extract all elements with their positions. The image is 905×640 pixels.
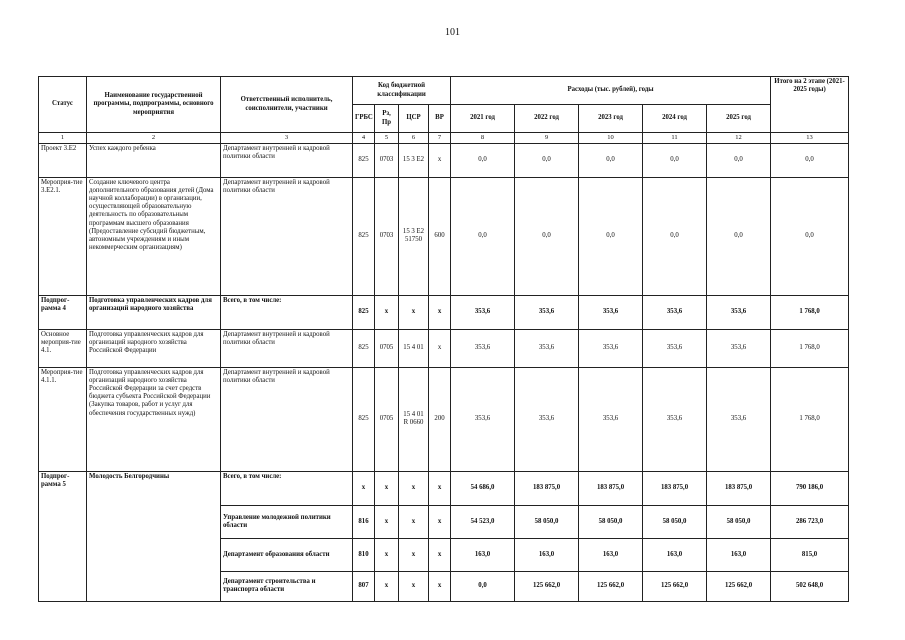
rzpr-cell: х bbox=[375, 295, 399, 329]
page-number: 101 bbox=[445, 27, 460, 38]
column-number: 2 bbox=[87, 133, 221, 144]
status-cell: Мероприя-тие 4.1.1. bbox=[39, 367, 87, 471]
executor-cell: Департамент внутренней и кадровой политики области bbox=[221, 143, 353, 177]
value-2021-cell: 0,0 bbox=[451, 177, 515, 295]
grbs-cell: 825 bbox=[353, 177, 375, 295]
csr-cell: х bbox=[399, 505, 429, 538]
csr-cell: х bbox=[399, 538, 429, 571]
rzpr-cell: 0705 bbox=[375, 329, 399, 367]
value-2024-cell: 353,6 bbox=[643, 295, 707, 329]
header-status: Статус bbox=[39, 77, 87, 133]
table-row bbox=[39, 367, 849, 471]
grbs-cell: 807 bbox=[353, 571, 375, 601]
value-2021-cell: 163,0 bbox=[451, 538, 515, 571]
column-number: 8 bbox=[451, 133, 515, 144]
csr-cell: 15 3 Е2 bbox=[399, 143, 429, 177]
value-2022-cell: 163,0 bbox=[515, 538, 579, 571]
vr-cell: 200 bbox=[429, 367, 451, 471]
value-2023-cell: 0,0 bbox=[579, 143, 643, 177]
value-2023-cell: 163,0 bbox=[579, 538, 643, 571]
value-2025-cell: 0,0 bbox=[707, 177, 771, 295]
header-executor: Ответственный исполнитель, соисполнители, участники bbox=[221, 77, 353, 133]
value-2021-cell: 0,0 bbox=[451, 571, 515, 601]
status-cell: Подпрог-рамма 5 bbox=[39, 471, 87, 601]
value-2024-cell: 125 662,0 bbox=[643, 571, 707, 601]
column-number: 13 bbox=[771, 133, 849, 144]
header-2023: 2023 год bbox=[579, 105, 643, 133]
value-2022-cell: 353,6 bbox=[515, 295, 579, 329]
header-expenses: Расходы (тыс. рублей), годы bbox=[451, 77, 771, 105]
header-name: Наименование государственной программы, подпрограммы, основного мероприятия bbox=[87, 77, 221, 133]
value-2022-cell: 0,0 bbox=[515, 177, 579, 295]
vr-cell: х bbox=[429, 538, 451, 571]
name-cell: Подготовка управленческих кадров для организаций народного хозяйства Российской Федерации bbox=[87, 329, 221, 367]
vr-cell: х bbox=[429, 505, 451, 538]
total-cell: 790 186,0 bbox=[771, 471, 849, 505]
value-2024-cell: 353,6 bbox=[643, 329, 707, 367]
grbs-cell: 825 bbox=[353, 329, 375, 367]
value-2022-cell: 58 050,0 bbox=[515, 505, 579, 538]
grbs-cell: 825 bbox=[353, 367, 375, 471]
value-2025-cell: 183 875,0 bbox=[707, 471, 771, 505]
name-cell: Создание ключевого центра дополнительного образования детей (Дома научной коллаборации) в организации, осуществляющей образовательную деятельность по образовательным программам высшего образования (Предоставление субсидий бюджетным, автономным учреждениям и иным некоммерческим организациям) bbox=[87, 177, 221, 295]
executor-cell: Департамент внутренней и кадровой политики области bbox=[221, 367, 353, 471]
value-2023-cell: 183 875,0 bbox=[579, 471, 643, 505]
vr-cell: х bbox=[429, 295, 451, 329]
grbs-cell: 825 bbox=[353, 143, 375, 177]
value-2021-cell: 353,6 bbox=[451, 329, 515, 367]
value-2021-cell: 54 686,0 bbox=[451, 471, 515, 505]
csr-cell: х bbox=[399, 571, 429, 601]
header-csr: ЦСР bbox=[399, 105, 429, 133]
column-number: 9 bbox=[515, 133, 579, 144]
value-2023-cell: 353,6 bbox=[579, 329, 643, 367]
value-2025-cell: 125 662,0 bbox=[707, 571, 771, 601]
name-cell: Подготовка управленческих кадров для организаций народного хозяйства bbox=[87, 295, 221, 329]
column-number: 5 bbox=[375, 133, 399, 144]
grbs-cell: 825 bbox=[353, 295, 375, 329]
vr-cell: х bbox=[429, 329, 451, 367]
value-2025-cell: 353,6 bbox=[707, 367, 771, 471]
grbs-cell: 810 bbox=[353, 538, 375, 571]
header-2021: 2021 год bbox=[451, 105, 515, 133]
rzpr-cell: х bbox=[375, 471, 399, 505]
name-cell: Успех каждого ребенка bbox=[87, 143, 221, 177]
table-row bbox=[39, 329, 849, 367]
csr-cell: х bbox=[399, 295, 429, 329]
rzpr-cell: 0705 bbox=[375, 367, 399, 471]
total-cell: 1 768,0 bbox=[771, 367, 849, 471]
value-2022-cell: 0,0 bbox=[515, 143, 579, 177]
header-2022: 2022 год bbox=[515, 105, 579, 133]
csr-cell: 15 4 01 R 0660 bbox=[399, 367, 429, 471]
header-grbs: ГРБС bbox=[353, 105, 375, 133]
header-budget-code: Код бюджетной классификации bbox=[353, 77, 451, 105]
header-2025: 2025 год bbox=[707, 105, 771, 133]
rzpr-cell: 0703 bbox=[375, 143, 399, 177]
value-2023-cell: 353,6 bbox=[579, 295, 643, 329]
total-cell: 815,0 bbox=[771, 538, 849, 571]
column-number: 7 bbox=[429, 133, 451, 144]
header-vr: ВР bbox=[429, 105, 451, 133]
column-number: 6 bbox=[399, 133, 429, 144]
csr-cell: х bbox=[399, 471, 429, 505]
column-number: 11 bbox=[643, 133, 707, 144]
executor-cell: Всего, в том числе: bbox=[221, 295, 353, 329]
value-2024-cell: 0,0 bbox=[643, 143, 707, 177]
grbs-cell: х bbox=[353, 471, 375, 505]
executor-cell: Всего, в том числе: bbox=[221, 471, 353, 505]
header-total: Итого на 2 этапе (2021-2025 годы) bbox=[771, 77, 849, 133]
value-2022-cell: 125 662,0 bbox=[515, 571, 579, 601]
value-2023-cell: 0,0 bbox=[579, 177, 643, 295]
value-2025-cell: 0,0 bbox=[707, 143, 771, 177]
executor-cell: Департамент образования области bbox=[221, 538, 353, 571]
executor-cell: Департамент строительства и транспорта области bbox=[221, 571, 353, 601]
value-2024-cell: 0,0 bbox=[643, 177, 707, 295]
vr-cell: х bbox=[429, 571, 451, 601]
value-2024-cell: 58 050,0 bbox=[643, 505, 707, 538]
value-2023-cell: 125 662,0 bbox=[579, 571, 643, 601]
column-number: 4 bbox=[353, 133, 375, 144]
budget-table bbox=[38, 76, 849, 602]
column-number: 12 bbox=[707, 133, 771, 144]
total-cell: 0,0 bbox=[771, 143, 849, 177]
executor-cell: Управление молодежной политики области bbox=[221, 505, 353, 538]
status-cell: Подпрог-рамма 4 bbox=[39, 295, 87, 329]
table-row bbox=[39, 471, 849, 505]
vr-cell: х bbox=[429, 471, 451, 505]
total-cell: 1 768,0 bbox=[771, 329, 849, 367]
rzpr-cell: х bbox=[375, 571, 399, 601]
table-row bbox=[39, 295, 849, 329]
total-cell: 502 648,0 bbox=[771, 571, 849, 601]
vr-cell: х bbox=[429, 143, 451, 177]
column-number: 10 bbox=[579, 133, 643, 144]
header-rzpr: Рз, Пр bbox=[375, 105, 399, 133]
rzpr-cell: 0703 bbox=[375, 177, 399, 295]
column-number: 3 bbox=[221, 133, 353, 144]
value-2024-cell: 353,6 bbox=[643, 367, 707, 471]
grbs-cell: 816 bbox=[353, 505, 375, 538]
value-2025-cell: 353,6 bbox=[707, 329, 771, 367]
column-number-row bbox=[39, 133, 849, 144]
rzpr-cell: х bbox=[375, 505, 399, 538]
status-cell: Мероприя-тие 3.Е2.1. bbox=[39, 177, 87, 295]
name-cell: Молодость Белгородчины bbox=[87, 471, 221, 601]
column-number: 1 bbox=[39, 133, 87, 144]
table-row bbox=[39, 177, 849, 295]
value-2021-cell: 54 523,0 bbox=[451, 505, 515, 538]
value-2023-cell: 353,6 bbox=[579, 367, 643, 471]
value-2022-cell: 353,6 bbox=[515, 367, 579, 471]
status-cell: Проект 3.Е2 bbox=[39, 143, 87, 177]
value-2025-cell: 353,6 bbox=[707, 295, 771, 329]
value-2023-cell: 58 050,0 bbox=[579, 505, 643, 538]
value-2024-cell: 163,0 bbox=[643, 538, 707, 571]
value-2021-cell: 0,0 bbox=[451, 143, 515, 177]
value-2021-cell: 353,6 bbox=[451, 367, 515, 471]
value-2025-cell: 163,0 bbox=[707, 538, 771, 571]
status-cell: Основное мероприя-тие 4.1. bbox=[39, 329, 87, 367]
csr-cell: 15 3 Е2 51750 bbox=[399, 177, 429, 295]
header-2024: 2024 год bbox=[643, 105, 707, 133]
value-2022-cell: 353,6 bbox=[515, 329, 579, 367]
vr-cell: 600 bbox=[429, 177, 451, 295]
total-cell: 286 723,0 bbox=[771, 505, 849, 538]
name-cell: Подготовка управленческих кадров для организаций народного хозяйства Российской Федерации за счет средств бюджета субъекта Российской Федерации (Закупка товаров, работ и услуг для обеспечения государственных нужд) bbox=[87, 367, 221, 471]
executor-cell: Департамент внутренней и кадровой политики области bbox=[221, 177, 353, 295]
total-cell: 0,0 bbox=[771, 177, 849, 295]
value-2024-cell: 183 875,0 bbox=[643, 471, 707, 505]
value-2022-cell: 183 875,0 bbox=[515, 471, 579, 505]
total-cell: 1 768,0 bbox=[771, 295, 849, 329]
csr-cell: 15 4 01 bbox=[399, 329, 429, 367]
rzpr-cell: х bbox=[375, 538, 399, 571]
value-2025-cell: 58 050,0 bbox=[707, 505, 771, 538]
value-2021-cell: 353,6 bbox=[451, 295, 515, 329]
executor-cell: Департамент внутренней и кадровой политики области bbox=[221, 329, 353, 367]
table-row bbox=[39, 143, 849, 177]
